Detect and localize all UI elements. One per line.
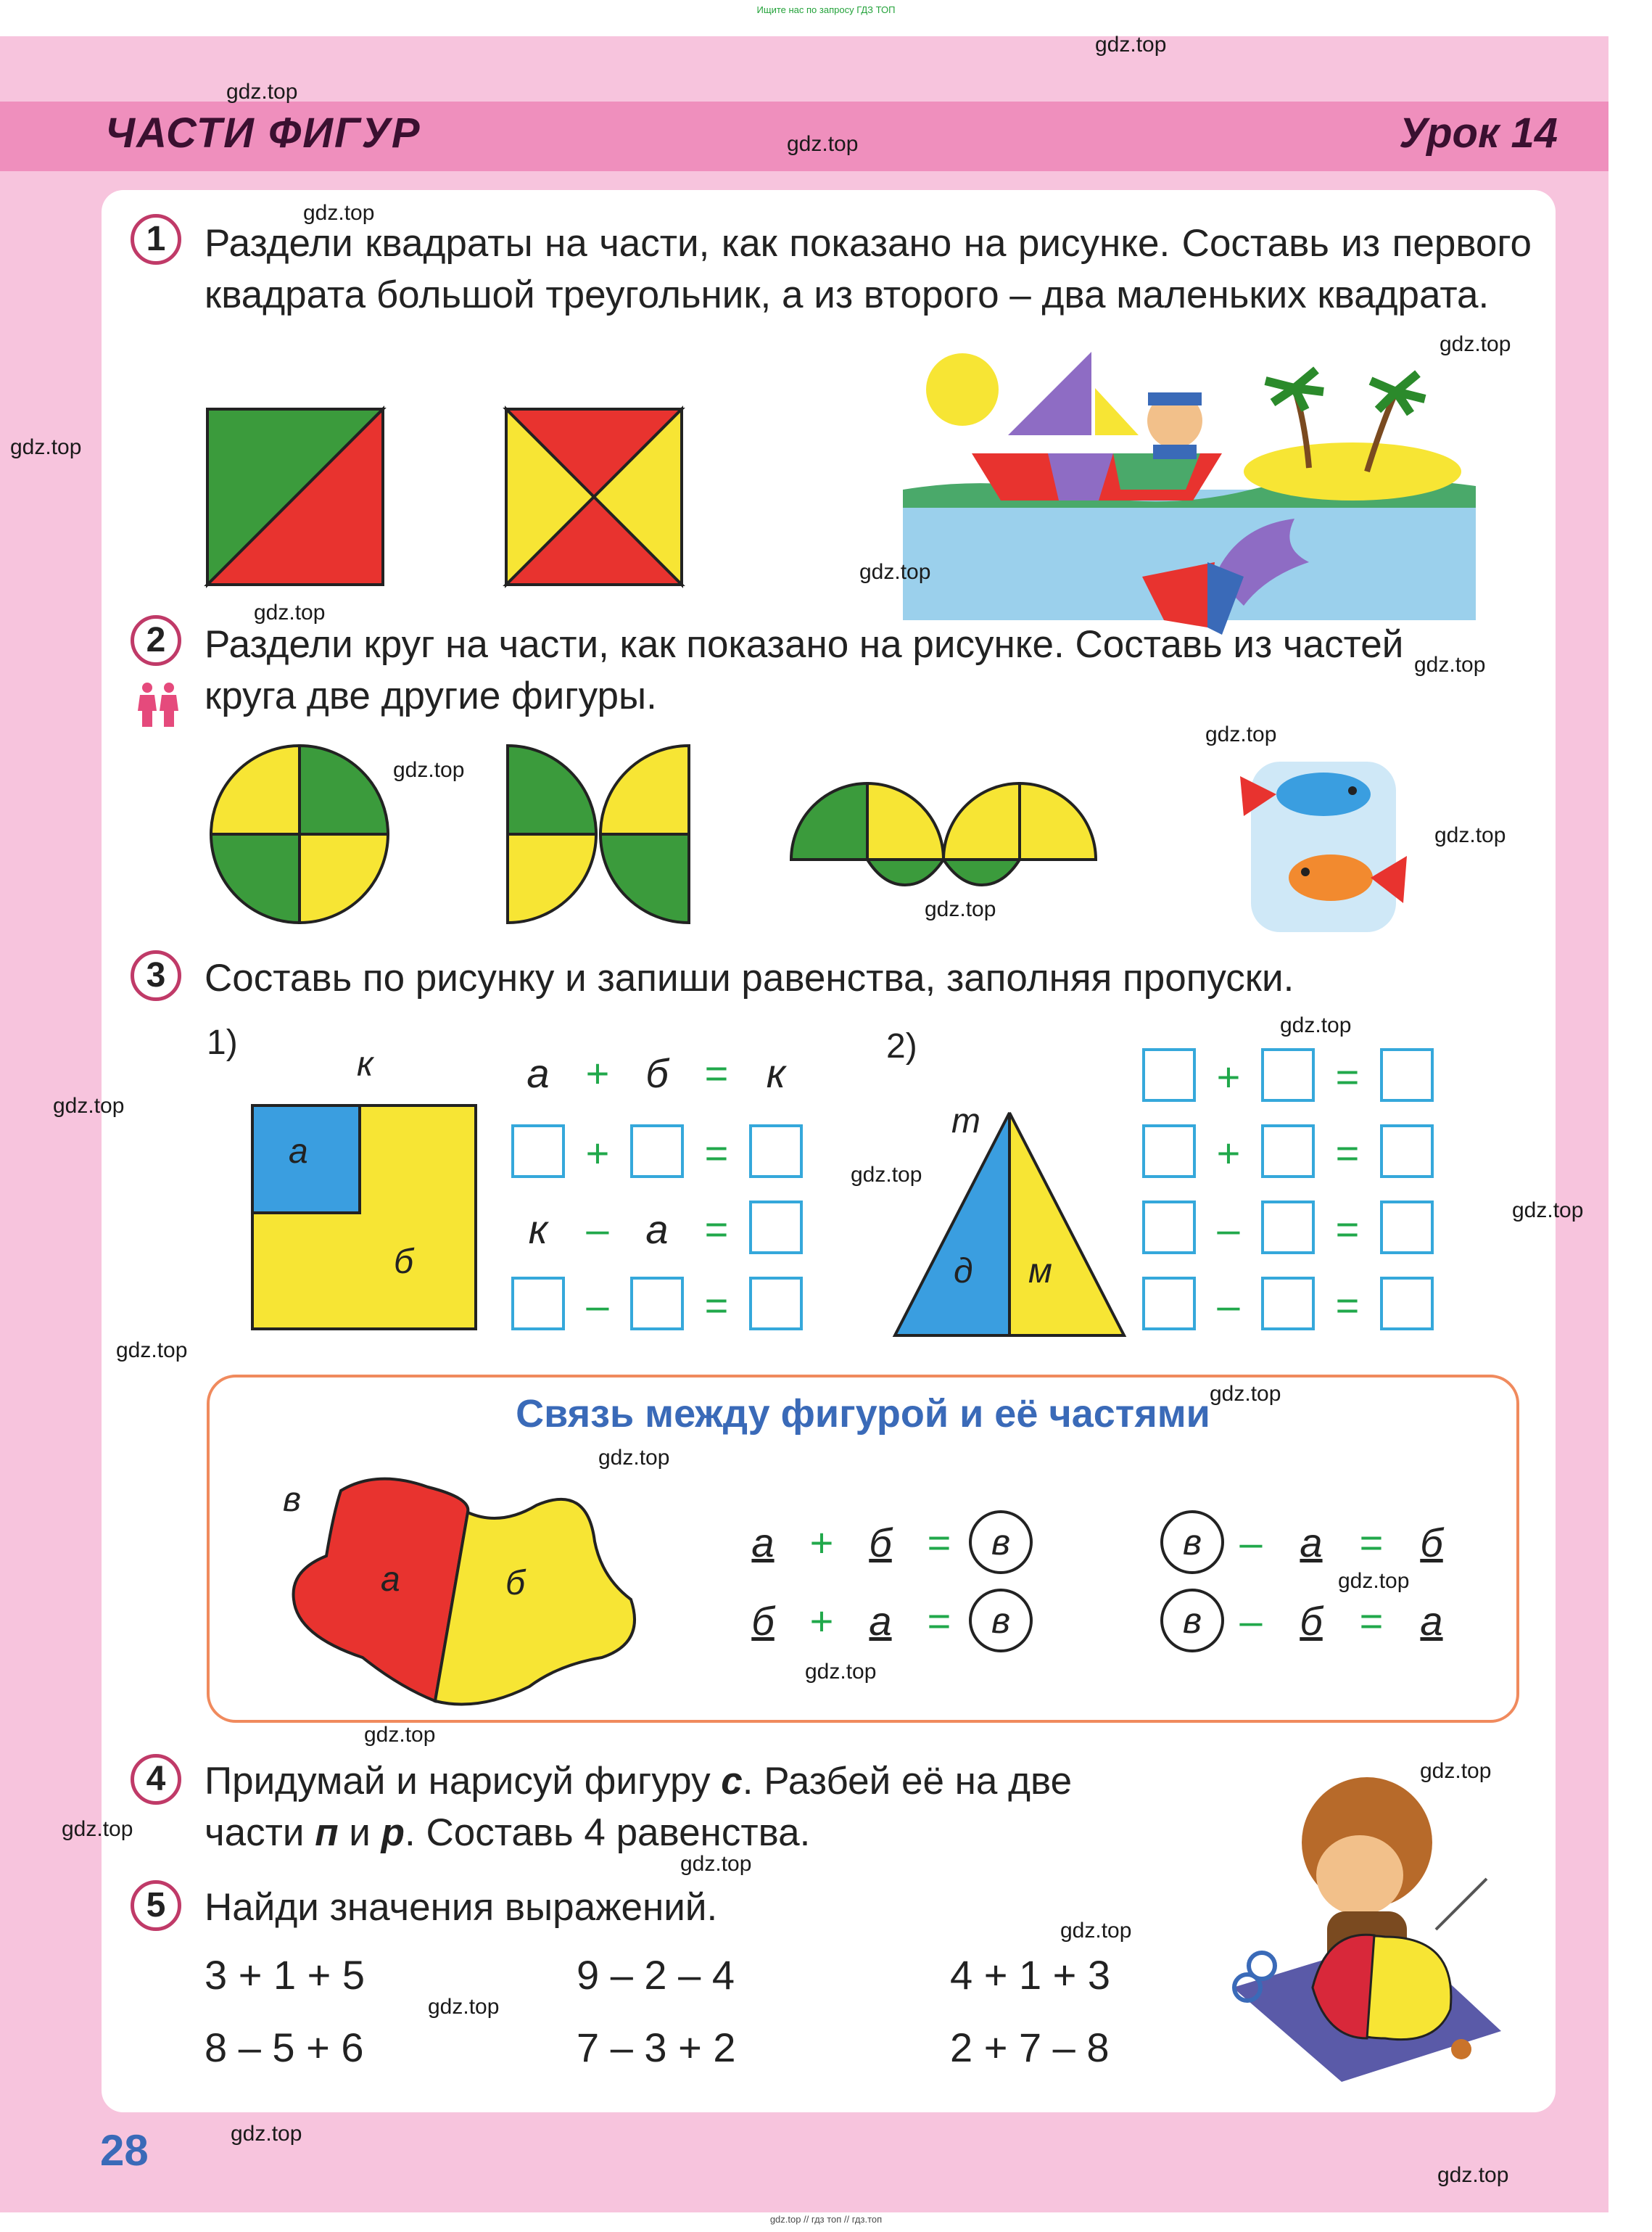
rule-title: Связь между фигурой и её частями xyxy=(516,1392,1210,1436)
rel-part: а xyxy=(751,1520,775,1565)
watermark: gdz.top xyxy=(680,1852,752,1876)
answer-box[interactable] xyxy=(630,1124,684,1178)
blob-label-b: б xyxy=(505,1564,525,1602)
eq-operator: – xyxy=(1217,1206,1240,1252)
eq-equals: = xyxy=(704,1130,729,1176)
figure-label-a: а xyxy=(289,1132,308,1171)
lesson-label: Урок 14 xyxy=(1399,110,1558,157)
eq-operator: – xyxy=(1217,1282,1240,1328)
task-1-text: Раздели квадраты на части, как показано на рисунке. Составь из первого квадрата большой треугольник, а из второго – два маленьких квадрата. xyxy=(205,222,1532,316)
rel-operator: – xyxy=(1239,1598,1263,1644)
rel-whole: в xyxy=(1160,1510,1224,1574)
answer-box[interactable] xyxy=(1380,1124,1434,1178)
watermark: gdz.top xyxy=(859,560,931,584)
eq-equals: = xyxy=(1335,1130,1360,1176)
figure-label-m: м xyxy=(1028,1252,1052,1290)
answer-box[interactable] xyxy=(511,1124,565,1178)
watermark: gdz.top xyxy=(851,1163,922,1187)
expression: 9 – 2 – 4 xyxy=(577,1952,735,1998)
rel-part: б xyxy=(869,1520,892,1565)
rel-part: б xyxy=(1420,1520,1443,1565)
rel-part: а xyxy=(869,1598,892,1644)
eq-equals: = xyxy=(704,1050,729,1096)
rel-equals: = xyxy=(927,1520,951,1565)
watermark: gdz.top xyxy=(1095,33,1167,57)
rel-operator: + xyxy=(809,1598,834,1644)
answer-box[interactable] xyxy=(1142,1201,1196,1254)
watermark: gdz.top xyxy=(428,1995,500,2019)
task-4-text-part: Придумай и нарисуй фигуру xyxy=(205,1760,722,1803)
answer-box[interactable] xyxy=(1261,1124,1315,1178)
figure-label-k: к xyxy=(357,1045,373,1084)
figure-label-t: т xyxy=(951,1102,980,1140)
task-4-text xyxy=(205,1755,1140,1858)
answer-box[interactable] xyxy=(749,1277,803,1330)
answer-box[interactable] xyxy=(630,1277,684,1330)
part-2-label: 2) xyxy=(886,1027,917,1066)
watermark: gdz.top xyxy=(1414,653,1486,677)
expression: 8 – 5 + 6 xyxy=(205,2025,364,2070)
task-4-text-part: . Разбей её на две части xyxy=(205,1760,1073,1854)
expression: 4 + 1 + 3 xyxy=(950,1952,1111,1998)
watermark: gdz.top xyxy=(1280,1013,1352,1037)
eq-operand: а xyxy=(645,1206,669,1252)
task-3-text: Составь по рисунку и запиши равенства, заполняя пропуски. xyxy=(205,957,1294,1000)
figure-label-d: д xyxy=(954,1252,973,1290)
answer-box[interactable] xyxy=(1142,1048,1196,1102)
rel-operator: – xyxy=(1239,1520,1263,1565)
expression: 7 – 3 + 2 xyxy=(577,2025,736,2070)
rel-part: б xyxy=(751,1598,775,1644)
task-5-number: 5 xyxy=(131,1880,181,1931)
watermark: gdz.top xyxy=(1440,332,1511,356)
expression: 3 + 1 + 5 xyxy=(205,1952,365,1998)
part-1-label: 1) xyxy=(207,1024,238,1062)
answer-box[interactable] xyxy=(1142,1124,1196,1178)
answer-box[interactable] xyxy=(1261,1048,1315,1102)
eq-operator: – xyxy=(586,1282,609,1328)
rel-equals: = xyxy=(927,1598,951,1644)
eq-equals: = xyxy=(704,1206,729,1252)
answer-box[interactable] xyxy=(1142,1277,1196,1330)
eq-equals: = xyxy=(704,1282,729,1328)
eq-equals: = xyxy=(1335,1054,1360,1100)
eq-operator: + xyxy=(1216,1130,1241,1176)
answer-box[interactable] xyxy=(749,1124,803,1178)
watermark: gdz.top xyxy=(1338,1569,1410,1593)
eq-result: к xyxy=(766,1050,786,1096)
task-5-text: Найди значения выражений. xyxy=(205,1886,718,1929)
watermark: gdz.top xyxy=(1512,1198,1584,1222)
bottom-note: gdz.top // гдз топ // гдз.топ xyxy=(769,2214,883,2225)
watermark: gdz.top xyxy=(787,132,859,156)
watermark: gdz.top xyxy=(1060,1919,1132,1943)
rel-whole: в xyxy=(1160,1589,1224,1652)
boy-sewing-illustration xyxy=(1218,1770,1508,2082)
watermark: gdz.top xyxy=(254,601,326,625)
watermark: gdz.top xyxy=(393,758,465,782)
watermark: gdz.top xyxy=(1437,2163,1509,2187)
eq-operator: + xyxy=(585,1050,610,1096)
watermark: gdz.top xyxy=(364,1723,436,1747)
watermark: gdz.top xyxy=(1205,722,1277,746)
watermark: gdz.top xyxy=(226,80,298,104)
answer-box[interactable] xyxy=(1261,1201,1315,1254)
watermark: gdz.top xyxy=(1210,1382,1281,1406)
fish-illustration xyxy=(1233,747,1414,936)
answer-box[interactable] xyxy=(1380,1277,1434,1330)
watermark: gdz.top xyxy=(1420,1759,1492,1783)
triangle-parts-figure xyxy=(892,1110,1127,1338)
answer-box[interactable] xyxy=(1261,1277,1315,1330)
eq-equals: = xyxy=(1335,1206,1360,1252)
part-name-r: р xyxy=(381,1811,405,1854)
figure-label-b: б xyxy=(394,1243,413,1281)
square-diagonal-figure xyxy=(206,408,384,586)
circle-quarters-figure xyxy=(209,744,390,925)
task-2-number: 2 xyxy=(131,615,181,666)
watermark: gdz.top xyxy=(805,1660,877,1684)
eq-operator: + xyxy=(1216,1054,1241,1100)
rel-equals: = xyxy=(1359,1598,1384,1644)
expression: 2 + 7 – 8 xyxy=(950,2025,1110,2070)
watermark: gdz.top xyxy=(10,435,82,459)
rel-part: а xyxy=(1300,1520,1323,1565)
eq-operand: к xyxy=(528,1206,548,1252)
rel-part: б xyxy=(1300,1598,1323,1644)
answer-box[interactable] xyxy=(1380,1201,1434,1254)
figure-name-c: с xyxy=(721,1760,743,1803)
watermark: gdz.top xyxy=(303,201,375,225)
top-note: Ищите нас по запросу ГДЗ ТОП xyxy=(756,4,896,15)
rel-whole: в xyxy=(969,1510,1033,1574)
blob-label-a: а xyxy=(381,1560,400,1599)
square-parts-figure xyxy=(251,1104,477,1330)
sailor-boat-illustration xyxy=(903,345,1476,649)
part-name-p: п xyxy=(315,1811,339,1854)
task-4-number: 4 xyxy=(131,1754,181,1805)
pair-work-icon xyxy=(136,682,180,728)
watermark: gdz.top xyxy=(53,1094,125,1118)
square-cross-figure xyxy=(505,408,683,586)
watermark: gdz.top xyxy=(925,897,996,921)
rel-part: а xyxy=(1420,1598,1443,1644)
eq-operator: – xyxy=(586,1206,609,1252)
eq-equals: = xyxy=(1335,1282,1360,1328)
page-number: 28 xyxy=(100,2126,149,2175)
task-2-text: Раздели круг на части, как показано на рисунке. Составь из частей круга две другие фигуры. xyxy=(205,623,1404,717)
task-3-number: 3 xyxy=(131,950,181,1001)
watermark: gdz.top xyxy=(62,1817,133,1841)
wave-figure xyxy=(789,776,1105,885)
rel-operator: + xyxy=(809,1520,834,1565)
rel-whole: в xyxy=(969,1589,1033,1652)
answer-box[interactable] xyxy=(1380,1048,1434,1102)
rel-equals: = xyxy=(1359,1520,1384,1565)
task-1-number: 1 xyxy=(131,214,181,265)
blob-label-v: в xyxy=(283,1481,302,1519)
task-4-text-part: и xyxy=(338,1811,381,1854)
watermark: gdz.top xyxy=(598,1446,670,1470)
answer-box[interactable] xyxy=(749,1201,803,1254)
page-title: ЧАСТИ ФИГУР xyxy=(105,110,421,157)
answer-box[interactable] xyxy=(511,1277,565,1330)
eq-operand: б xyxy=(645,1050,669,1096)
watermark: gdz.top xyxy=(116,1338,188,1362)
bowtie-figure xyxy=(506,744,695,925)
eq-operator: + xyxy=(585,1130,610,1176)
task-4-text-part: . Составь 4 равенства. xyxy=(405,1811,811,1854)
blob-parts-figure xyxy=(283,1469,645,1708)
watermark: gdz.top xyxy=(1434,823,1506,847)
eq-operand: а xyxy=(526,1050,550,1096)
watermark: gdz.top xyxy=(231,2122,302,2146)
